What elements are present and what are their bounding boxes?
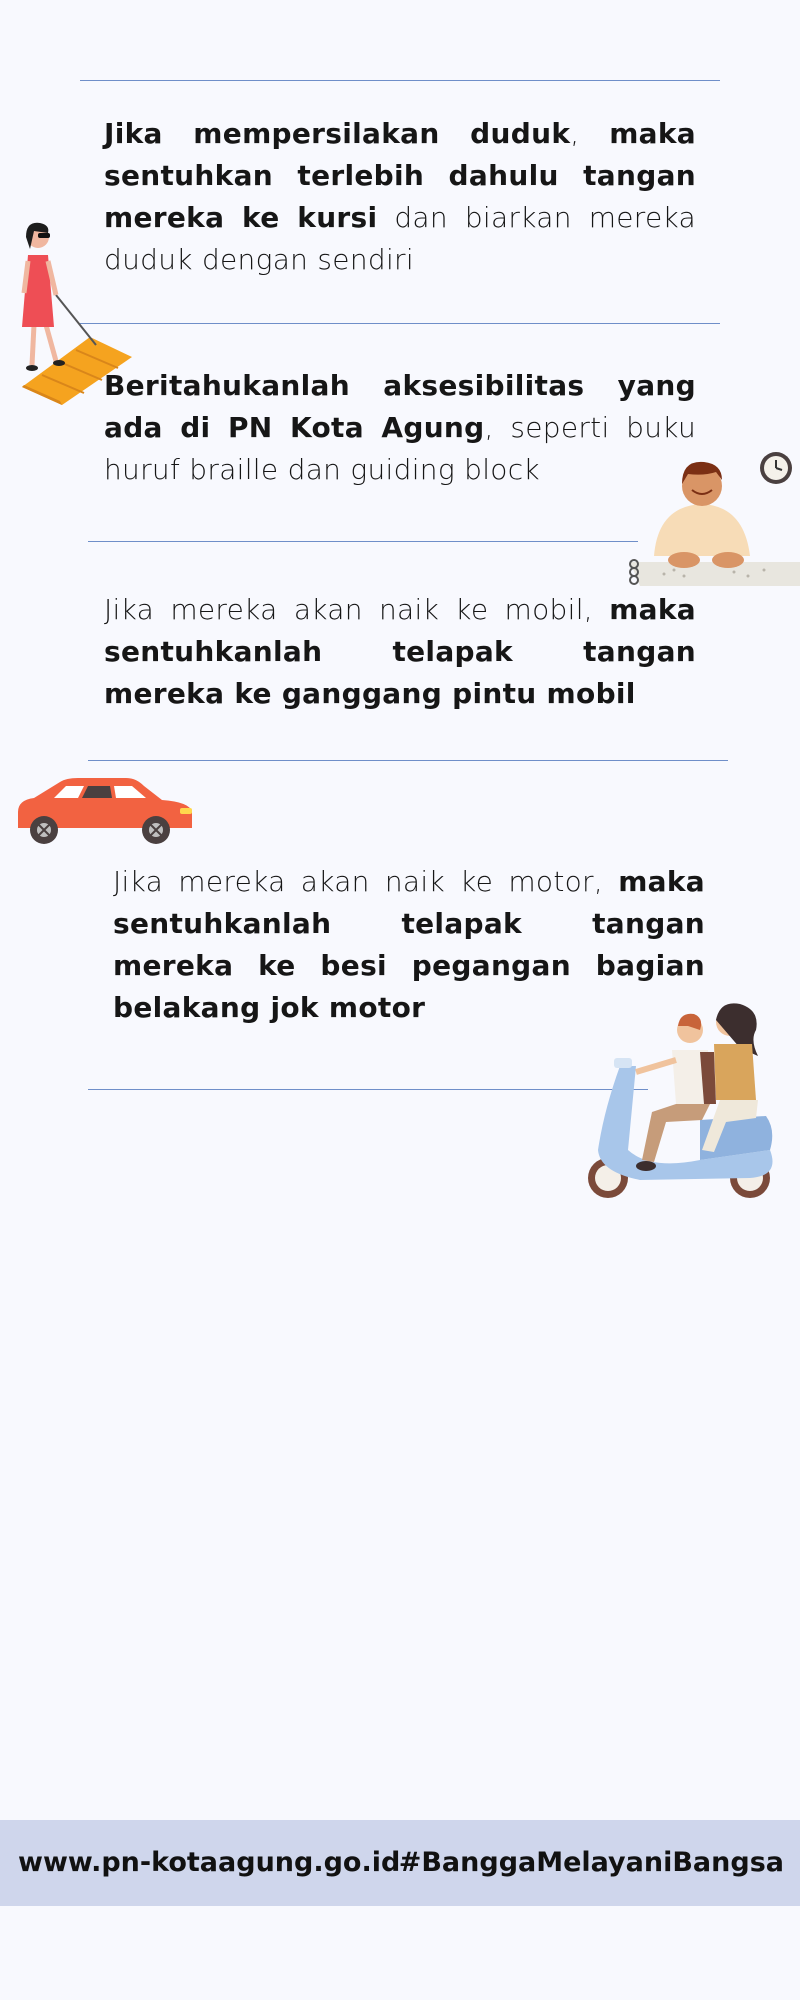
text-run: , — [570, 117, 610, 150]
blind-woman-cane-icon — [12, 215, 132, 405]
instruction-car — [104, 589, 696, 715]
website-link[interactable]: www.pn-kotaagung.go.id — [18, 1847, 401, 1878]
divider-4 — [88, 760, 728, 761]
divider-3 — [88, 541, 638, 542]
divider-5 — [88, 1089, 648, 1090]
car-icon — [14, 772, 196, 846]
text-run: maka sentuhkanlah telapak tangan mereka ke ganggang pintu mobil — [104, 593, 696, 710]
instruction-seating — [104, 113, 696, 281]
text-run: Jika mempersilakan duduk — [104, 117, 571, 150]
text-run: maka sentuhkanlah telapak tangan mereka ke besi pegangan bagian belakang jok motor — [113, 865, 705, 1024]
text-run: , seperti buku huruf braille dan guiding block — [104, 411, 696, 486]
text-run: maka sentuhkan terlebih dahulu tangan mereka ke kursi — [104, 117, 696, 234]
divider-2 — [80, 323, 720, 324]
text-run: Jika mereka akan naik ke motor, — [113, 865, 619, 898]
instruction-accessibility — [104, 365, 696, 491]
text-run: Jika mereka akan naik ke mobil, — [104, 593, 610, 626]
braille-reader-icon — [624, 450, 800, 590]
footer-bar — [0, 1820, 800, 1906]
hashtag-text: #BanggaMelayaniBangsa — [398, 1847, 784, 1878]
text-run: Beritahukanlah aksesibilitas yang ada di PN Kota Agung — [104, 369, 696, 444]
scooter-riders-icon — [580, 1000, 790, 1202]
divider-1 — [80, 80, 720, 81]
text-run: dan biarkan mereka duduk dengan sendiri — [104, 201, 696, 276]
